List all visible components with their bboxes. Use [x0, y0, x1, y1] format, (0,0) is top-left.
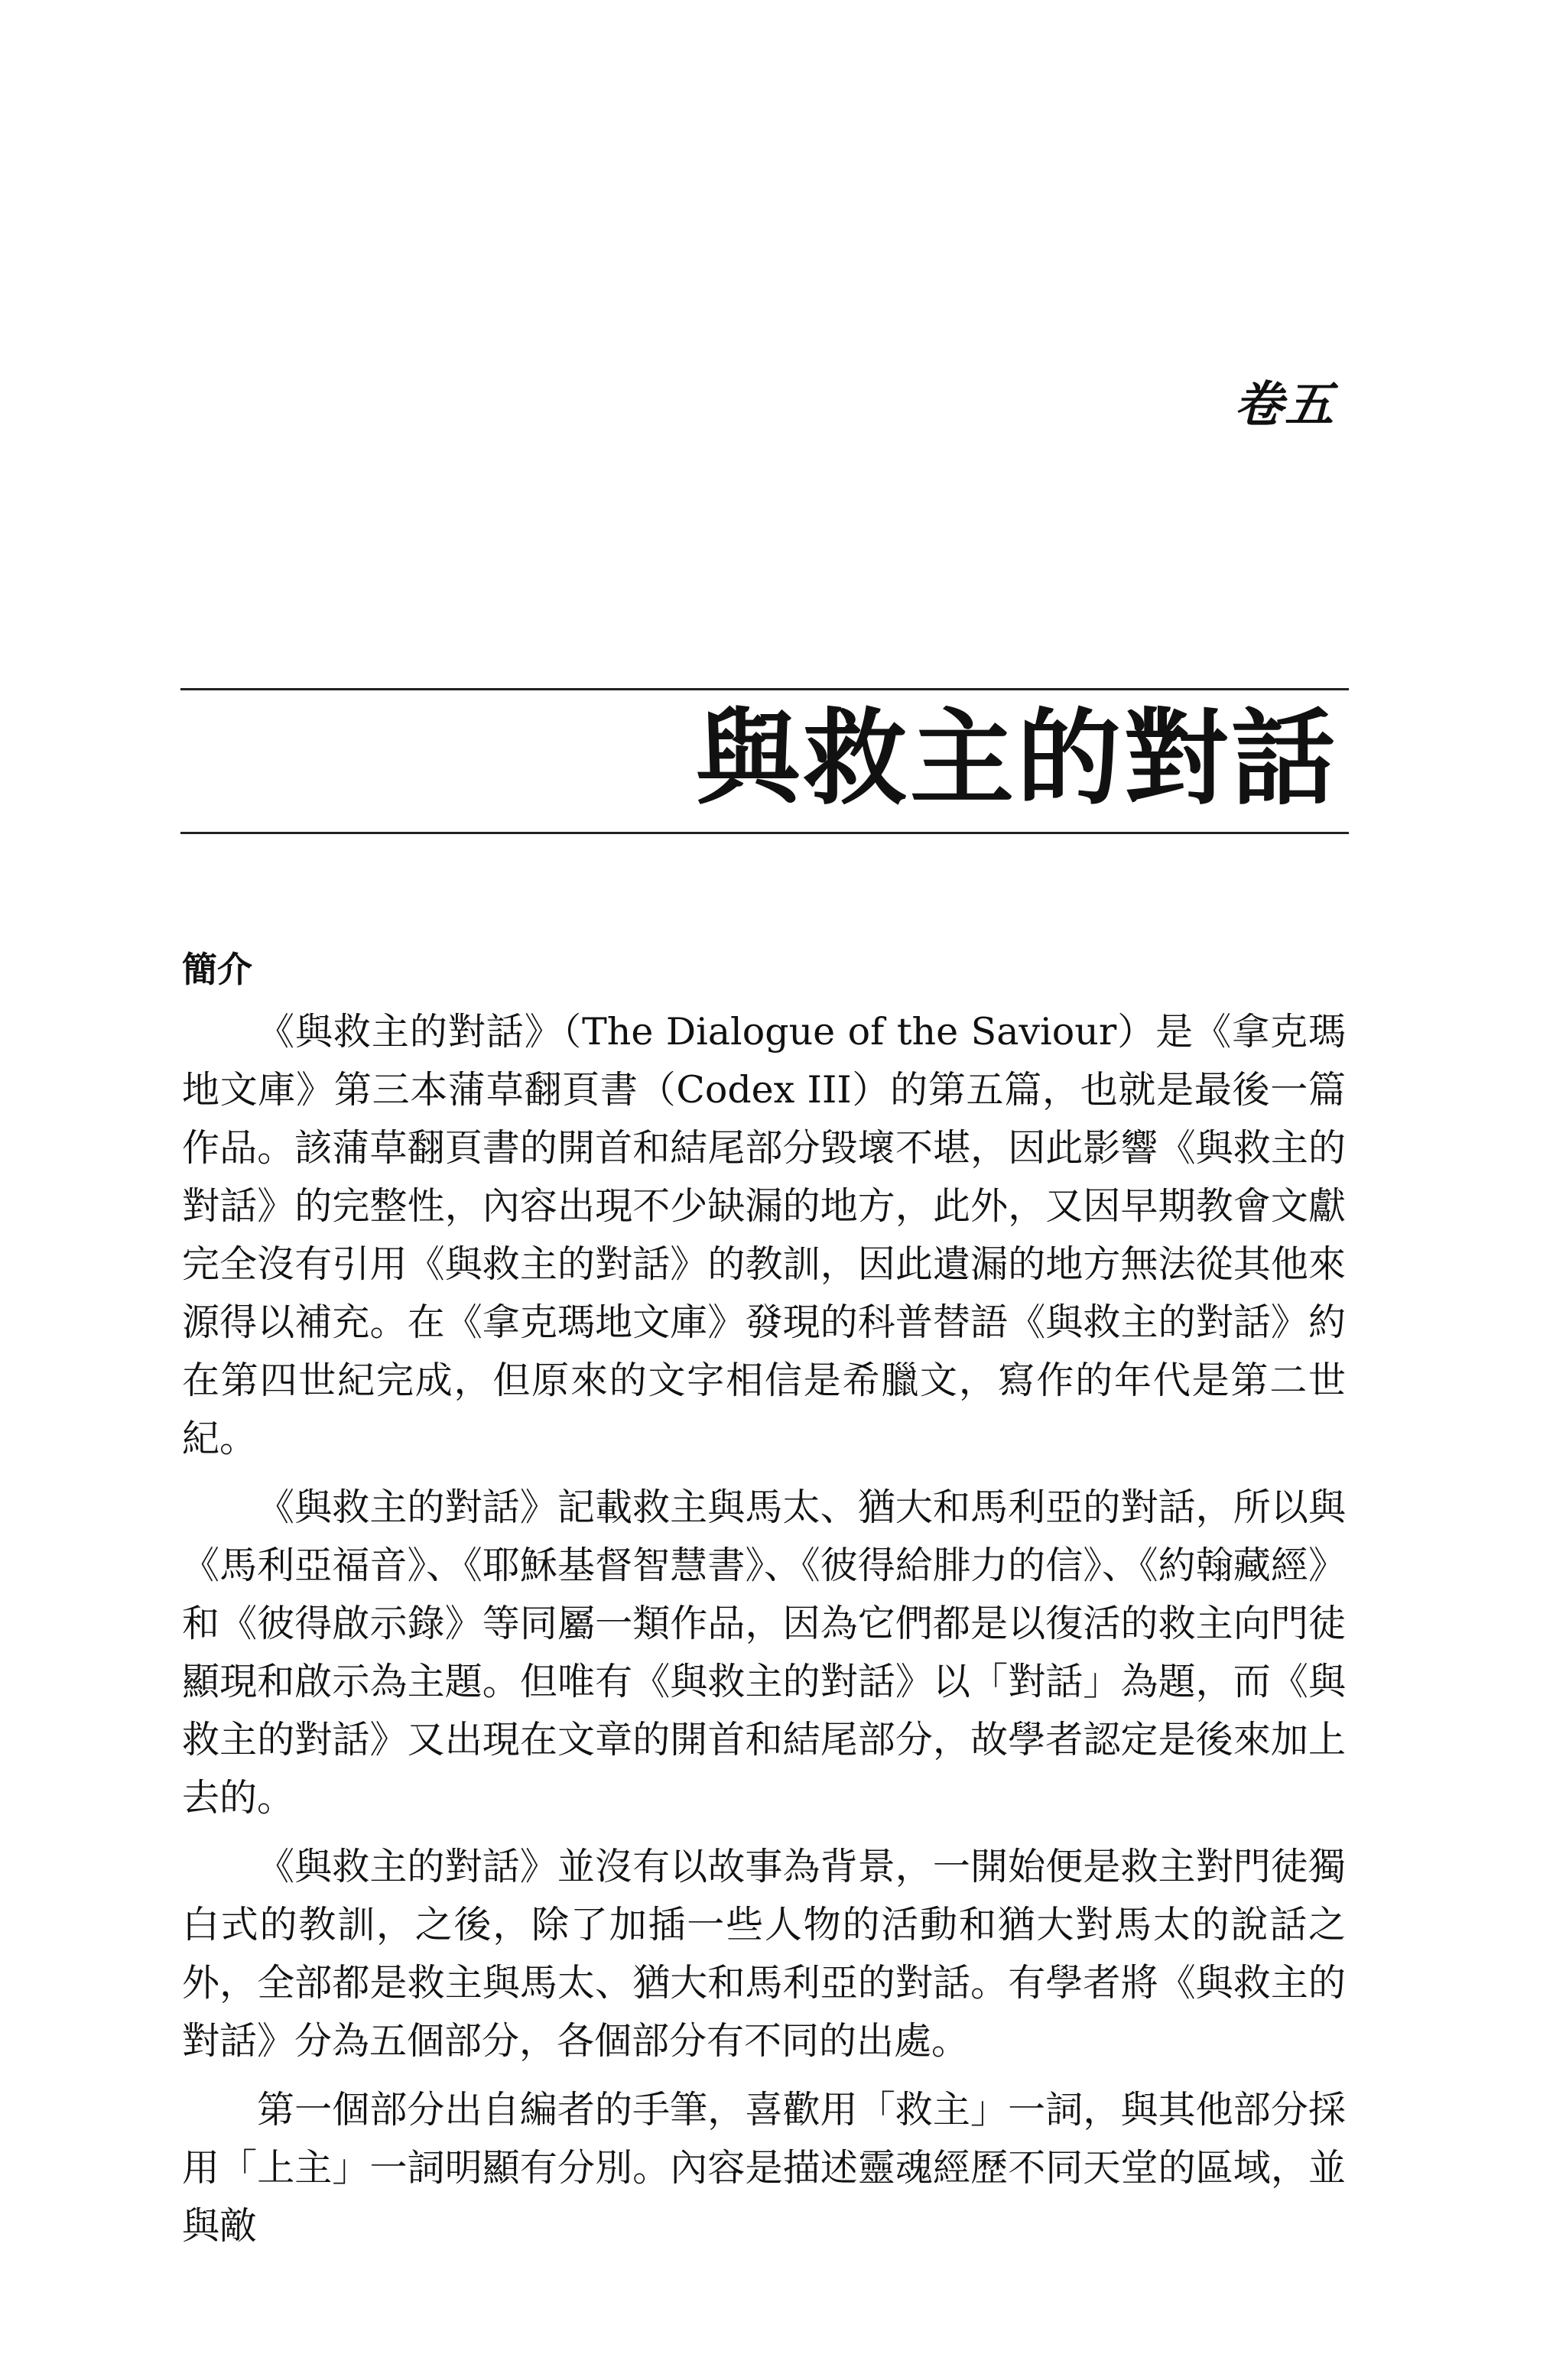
paragraph-2: 《與救主的對話》記載救主與馬太、猶大和馬利亞的對話，所以與《馬利亞福音》、《耶穌基督智慧書》、《彼得給腓力的信》、《約翰藏經》和《彼得啟示錄》等同屬一類作品，因為它們都是以復活的救主向門徒顯現和啟示為主題。但唯有《與救主的對話》以「對話」為題，而《與救主的對話》又出現在文章的開首和結尾部分，故學者認定是後來加上去的。: [182, 1485, 1346, 1820]
paragraph-4: 第一個部分出自編者的手筆，喜歡用「救主」一詞，與其他部分採用「上主」一詞明顯有分別。內容是描述靈魂經歷不同天堂的區域，並與敵: [182, 2088, 1346, 2248]
chapter-title: 與救主的對話: [696, 699, 1338, 820]
body-text: [182, 1003, 1346, 2266]
title-rule-bottom: [180, 832, 1349, 834]
title-rule-top: [180, 688, 1349, 690]
section-heading: 簡介: [182, 949, 252, 990]
paragraph-1: 《與救主的對話》（The Dialogue of the Saviour）是《拿克瑪地文庫》第三本蒲草翻頁書（Codex III）的第五篇，也就是最後一篇作品。該蒲草翻頁書的開首和結尾部分毀壞不堪，因此影響《與救主的對話》的完整性，內容出現不少缺漏的地方，此外，又因早期教會文獻完全沒有引用《與救主的對話》的教訓，因此遺漏的地方無法從其他來源得以補充。在《拿克瑪地文庫》發現的科普替語《與救主的對話》約在第四世紀完成，但原來的文字相信是希臘文，寫作的年代是第二世紀。: [182, 1010, 1346, 1460]
volume-label: 卷五: [1234, 377, 1335, 433]
paragraph-3: 《與救主的對話》並沒有以故事為背景，一開始便是救主對門徒獨白式的教訓，之後，除了加插一些人物的活動和猶大對馬太的說話之外，全部都是救主與馬太、猶大和馬利亞的對話。有學者將《與救主的對話》分為五個部分，各個部分有不同的出處。: [182, 1845, 1346, 2063]
